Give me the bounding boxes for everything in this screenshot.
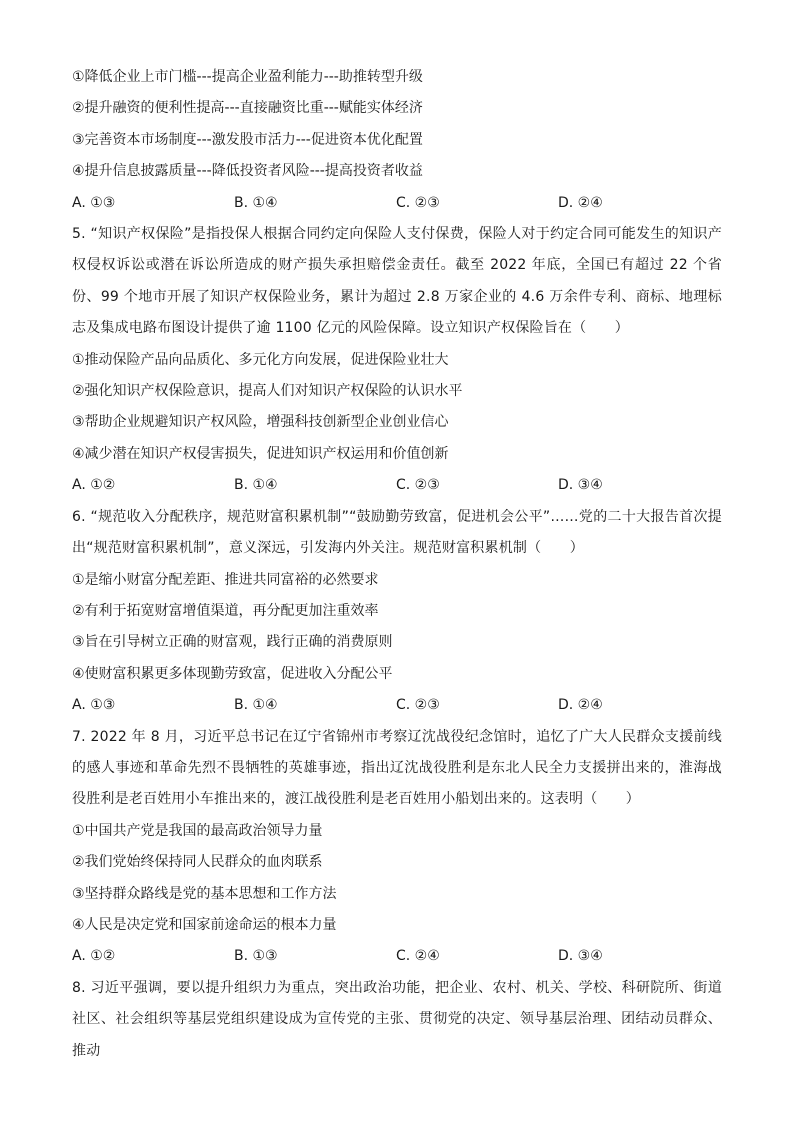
q7-options <box>72 941 722 972</box>
q5-item-2: ②强化知识产权保险意识，提高人们对知识产权保险的认识水平 <box>72 383 463 400</box>
q7-option-d[interactable]: D. ③④ <box>558 948 603 965</box>
q5-options <box>72 470 722 501</box>
q5-item-1: ①推动保险产品向品质化、多元化方向发展，促进保险业壮大 <box>72 351 449 368</box>
exam-page <box>72 62 722 1067</box>
q5-stem: 5. “知识产权保险”是指投保人根据合同约定向保险人支付保费，保险人对于约定合同可能发生的知识产权侵权诉讼或潜在诉讼所造成的财产损失承担赔偿金责任。截至 2022 年底，全国已有超过 22 个省份、99 个地市开展了知识产权保险业务，累计为超过 2.8 万家企业的 4.6 万余件专利、商标、地理标志及集成电路布图设计提供了逾 1100 亿元的风险保障。设立知识产权保险旨在（ ） <box>72 226 722 337</box>
q6-item-2: ②有利于拓宽财富增值渠道，再分配更加注重效率 <box>72 602 379 619</box>
q5-option-a[interactable]: A. ①② <box>72 477 116 494</box>
q6-option-d[interactable]: D. ②④ <box>558 697 603 714</box>
q6-option-a[interactable]: A. ①③ <box>72 697 116 714</box>
q4-option-a[interactable]: A. ①③ <box>72 194 116 211</box>
q7-item-3: ③坚持群众路线是党的基本思想和工作方法 <box>72 885 337 902</box>
q6-item-1: ①是缩小财富分配差距、推进共同富裕的必然要求 <box>72 571 379 588</box>
q5-option-d[interactable]: D. ③④ <box>558 477 603 494</box>
q5-option-b[interactable]: B. ①④ <box>234 477 278 494</box>
q7-option-b[interactable]: B. ①③ <box>234 948 278 965</box>
q4-option-c[interactable]: C. ②③ <box>396 194 440 211</box>
q4-item-4: ④提升信息披露质量---降低投资者风险---提高投资者收益 <box>72 163 423 180</box>
q7-item-4: ④人民是决定党和国家前途命运的根本力量 <box>72 916 337 933</box>
q6-stem: 6. “规范收入分配秩序，规范财富积累机制”“鼓励勤劳致富，促进机会公平”……党的二十大报告首次提出“规范财富积累机制”，意义深远，引发海内外关注。规范财富积累机制（ ） <box>72 508 722 557</box>
q4-item-2: ②提升融资的便利性提高---直接融资比重---赋能实体经济 <box>72 100 423 117</box>
q4-option-d[interactable]: D. ②④ <box>558 194 603 211</box>
q5-item-3: ③帮助企业规避知识产权风险，增强科技创新型企业创业信心 <box>72 414 449 431</box>
q6-item-4: ④使财富积累更多体现勤劳致富，促进收入分配公平 <box>72 665 393 682</box>
q5-item-4: ④减少潜在知识产权侵害损失，促进知识产权运用和价值创新 <box>72 445 449 462</box>
q4-item-1: ①降低企业上市门槛---提高企业盈利能力---助推转型升级 <box>72 69 423 85</box>
q4-options <box>72 188 722 219</box>
q6-option-b[interactable]: B. ①④ <box>234 697 278 714</box>
q7-option-a[interactable]: A. ①② <box>72 948 116 965</box>
q8-stem: 8. 习近平强调，要以提升组织力为重点，突出政治功能，把企业、农村、机关、学校、科研院所、街道社区、社会组织等基层党组织建设成为宣传党的主张、贯彻党的决定、领导基层治理、团结动员群众、推动 <box>72 979 722 1059</box>
q5-option-c[interactable]: C. ②③ <box>396 477 440 494</box>
q7-option-c[interactable]: C. ②④ <box>396 948 440 965</box>
q4-option-b[interactable]: B. ①④ <box>234 194 278 211</box>
q7-item-2: ②我们党始终保持同人民群众的血肉联系 <box>72 854 323 871</box>
q6-option-c[interactable]: C. ②③ <box>396 697 440 714</box>
q6-options <box>72 690 722 721</box>
q7-stem: 7. 2022 年 8 月，习近平总书记在辽宁省锦州市考察辽沈战役纪念馆时，追忆了广大人民群众支援前线的感人事迹和革命先烈不畏牺牲的英雄事迹，指出辽沈战役胜利是东北人民全力支援拼出来的，淮海战役胜利是老百姓用小车推出来的，渡江战役胜利是老百姓用小船划出来的。这表明（ ） <box>72 728 722 808</box>
q7-item-1: ①中国共产党是我国的最高政治领导力量 <box>72 822 323 839</box>
q6-item-3: ③旨在引导树立正确的财富观，践行正确的消费原则 <box>72 634 393 651</box>
q4-item-3: ③完善资本市场制度---激发股市活力---促进资本优化配置 <box>72 131 423 148</box>
